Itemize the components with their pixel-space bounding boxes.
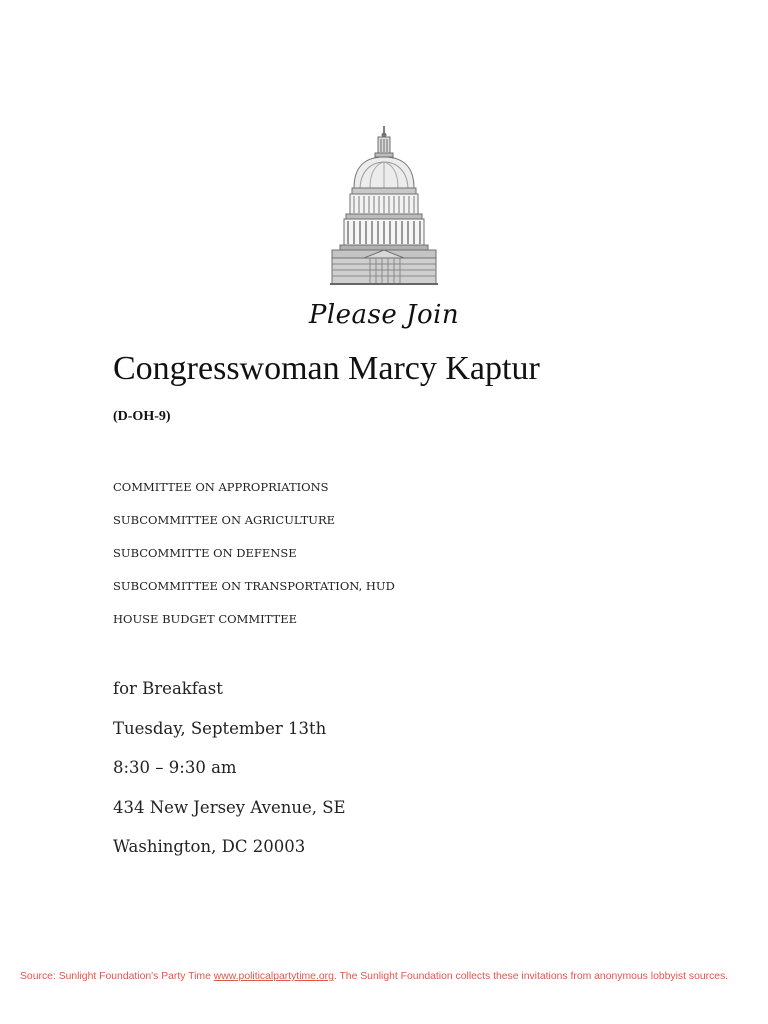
committee-item: SUBCOMMITTEE ON TRANSPORTATION, HUD bbox=[113, 579, 395, 593]
capitol-dome-icon bbox=[330, 124, 438, 286]
event-address-city: Washington, DC 20003 bbox=[113, 837, 306, 856]
honoree-name: Congresswoman Marcy Kaptur bbox=[113, 350, 540, 387]
source-suffix: . The Sunlight Foundation collects these invitations from anonymous lobbyist sources. bbox=[333, 971, 729, 982]
committee-item: HOUSE BUDGET COMMITTEE bbox=[113, 612, 298, 626]
committee-item: SUBCOMMITTEE ON AGRICULTURE bbox=[113, 513, 335, 527]
event-details bbox=[113, 678, 346, 876]
source-prefix: Source: Sunlight Foundation's Party Time bbox=[20, 971, 214, 982]
party-affiliation: (D-OH-9) bbox=[113, 409, 171, 424]
committee-item: SUBCOMMITTE ON DEFENSE bbox=[113, 546, 297, 560]
invitation-heading: Please Join bbox=[308, 300, 460, 330]
source-footer bbox=[20, 971, 728, 982]
source-link[interactable]: www.politicalpartytime.org bbox=[213, 971, 334, 982]
event-time: 8:30 – 9:30 am bbox=[113, 758, 237, 777]
committee-item: COMMITTEE ON APPROPRIATIONS bbox=[113, 480, 329, 494]
event-type: for Breakfast bbox=[113, 679, 223, 698]
event-address-street: 434 New Jersey Avenue, SE bbox=[113, 797, 346, 817]
event-date: Tuesday, September 13th bbox=[113, 718, 327, 738]
committee-list bbox=[113, 480, 395, 645]
